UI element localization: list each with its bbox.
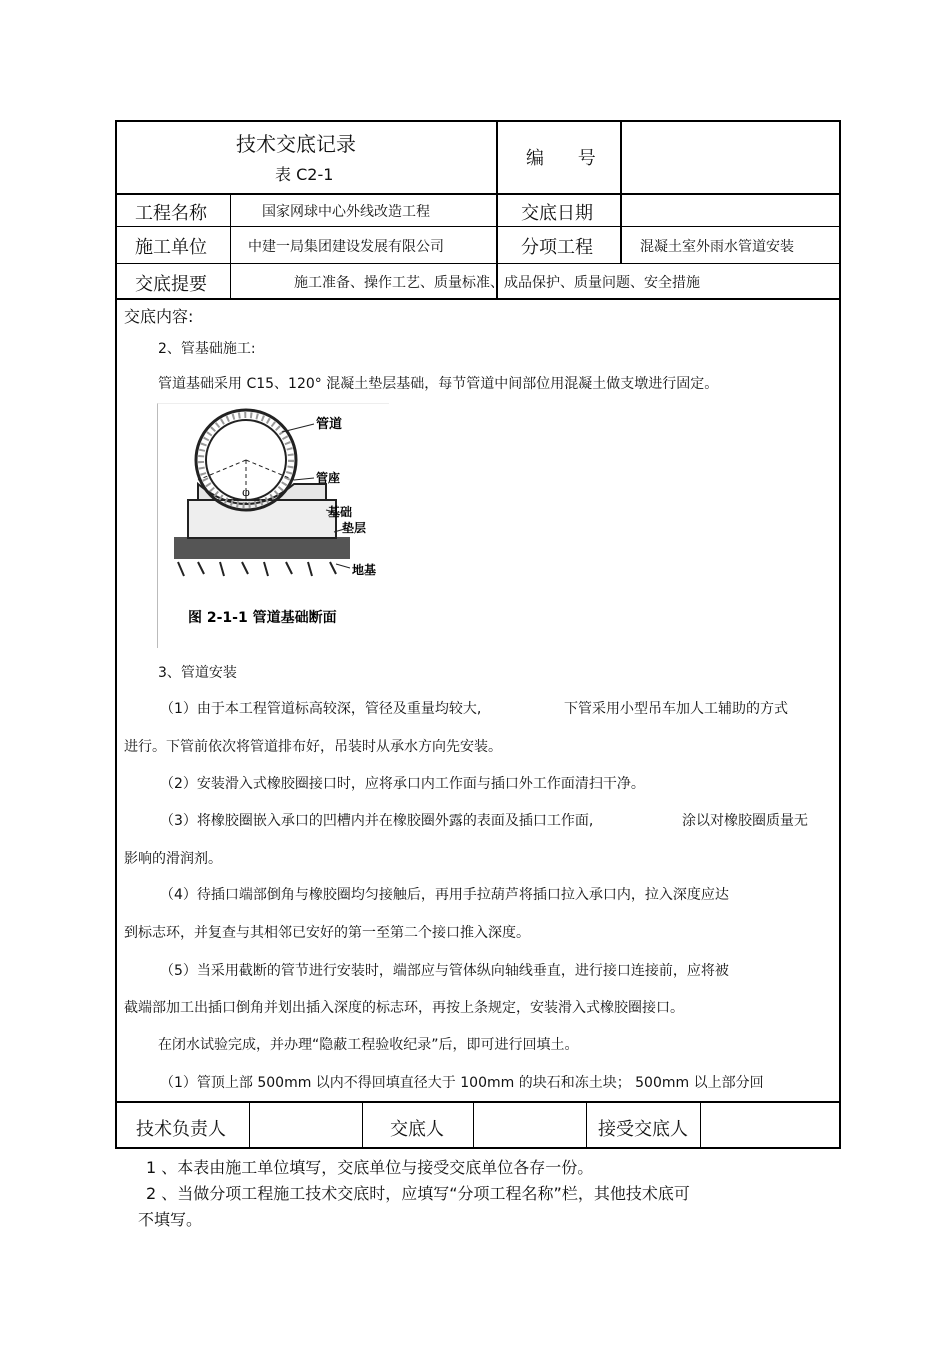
label-cushion: 垫层 bbox=[342, 521, 367, 535]
discloser-label: 交底人 bbox=[390, 1119, 444, 1140]
angle-symbol: φ bbox=[242, 486, 250, 499]
section-2-text: 管道基础采用 C15、120° 混凝土垫层基础，每节管道中间部位用混凝土做支墩进行固定。 bbox=[158, 376, 719, 392]
subitem-label: 分项工程 bbox=[521, 237, 593, 258]
figure-caption: 图 2-1-1 管道基础断面 bbox=[188, 610, 337, 626]
para-3-start: （3）将橡胶圈嵌入承口的凹槽内并在橡胶圈外露的表面及插口工作面, bbox=[160, 813, 594, 829]
builder-label: 施工单位 bbox=[135, 237, 207, 258]
para-3-mid: 涂以对橡胶圈质量无 bbox=[682, 813, 808, 829]
table-code: 表 C2-1 bbox=[275, 165, 334, 184]
content-heading: 交底内容: bbox=[124, 307, 194, 326]
receiver-value[interactable] bbox=[706, 1110, 834, 1140]
para-5-start: （5）当采用截断的管节进行安装时，端部应与管体纵向轴线垂直，进行接口连接前，应将被 bbox=[160, 963, 729, 979]
para-4-end: 到标志环，并复查与其相邻已安好的第一至第二个接口推入深度。 bbox=[124, 925, 530, 941]
pipe-foundation-drawing bbox=[158, 404, 389, 648]
para-3-end: 影响的滑润剂。 bbox=[124, 851, 222, 867]
builder-value: 中建一局集团建设发展有限公司 bbox=[248, 239, 444, 255]
project-name-label: 工程名称 bbox=[135, 203, 207, 224]
section-3-title: 3、管道安装 bbox=[158, 665, 237, 681]
para-6: 在闭水试验完成，并办理“隐蔽工程验收纪录”后，即可进行回填土。 bbox=[158, 1037, 579, 1053]
para-5-end: 截端部加工出插口倒角并划出插入深度的标志环，再按上条规定，安装滑入式橡胶圈接口。 bbox=[124, 1000, 684, 1016]
tech-lead-value[interactable] bbox=[254, 1110, 358, 1140]
project-name-value: 国家网球中心外线改造工程 bbox=[262, 204, 430, 220]
label-ground: 地基 bbox=[352, 563, 377, 577]
label-base: 基础 bbox=[328, 505, 353, 519]
number-value[interactable] bbox=[630, 144, 830, 168]
para-1-end: 进行。下管前依次将管道排布好，吊装时从承水方向先安装。 bbox=[124, 739, 502, 755]
number-label: 编 号 bbox=[526, 148, 596, 169]
section-2-title: 2、管基础施工: bbox=[158, 341, 256, 357]
form-title: 技术交底记录 bbox=[236, 132, 356, 156]
para-2: （2）安装滑入式橡胶圈接口时，应将承口内工作面与插口外工作面清扫干净。 bbox=[160, 776, 645, 792]
para-7: （1）管顶上部 500mm 以内不得回填直径大于 100mm 的块石和冻土块； 500mm 以上部分回 bbox=[160, 1075, 764, 1091]
para-4-start: （4）待插口端部倒角与橡胶圈均匀接触后，再用手拉葫芦将插口拉入承口内，拉入深度应达 bbox=[160, 887, 729, 903]
discloser-value[interactable] bbox=[478, 1110, 582, 1140]
date-value[interactable] bbox=[630, 201, 830, 221]
summary-value: 施工准备、操作工艺、质量标准、成品保护、质量问题、安全措施 bbox=[294, 275, 700, 291]
summary-label: 交底提要 bbox=[135, 274, 207, 295]
pipe-foundation-figure bbox=[157, 403, 389, 648]
para-1-start: （1）由于本工程管道标高较深，管径及重量均较大, bbox=[160, 701, 482, 717]
note-2-line-1: 2 、当做分项工程施工技术交底时，应填写“分项工程名称”栏，其他技术底可 bbox=[146, 1184, 690, 1203]
label-seat: 管座 bbox=[316, 471, 341, 485]
subitem-value: 混凝土室外雨水管道安装 bbox=[640, 239, 794, 255]
tech-lead-label: 技术负责人 bbox=[136, 1119, 226, 1140]
note-1: 1 、本表由施工单位填写，交底单位与接受交底单位各存一份。 bbox=[146, 1158, 594, 1177]
para-1-mid: 下管采用小型吊车加人工辅助的方式 bbox=[564, 701, 788, 717]
label-pipe: 管道 bbox=[316, 417, 343, 432]
receiver-label: 接受交底人 bbox=[598, 1119, 688, 1140]
note-2-line-2: 不填写。 bbox=[138, 1210, 203, 1229]
date-label: 交底日期 bbox=[521, 203, 593, 224]
